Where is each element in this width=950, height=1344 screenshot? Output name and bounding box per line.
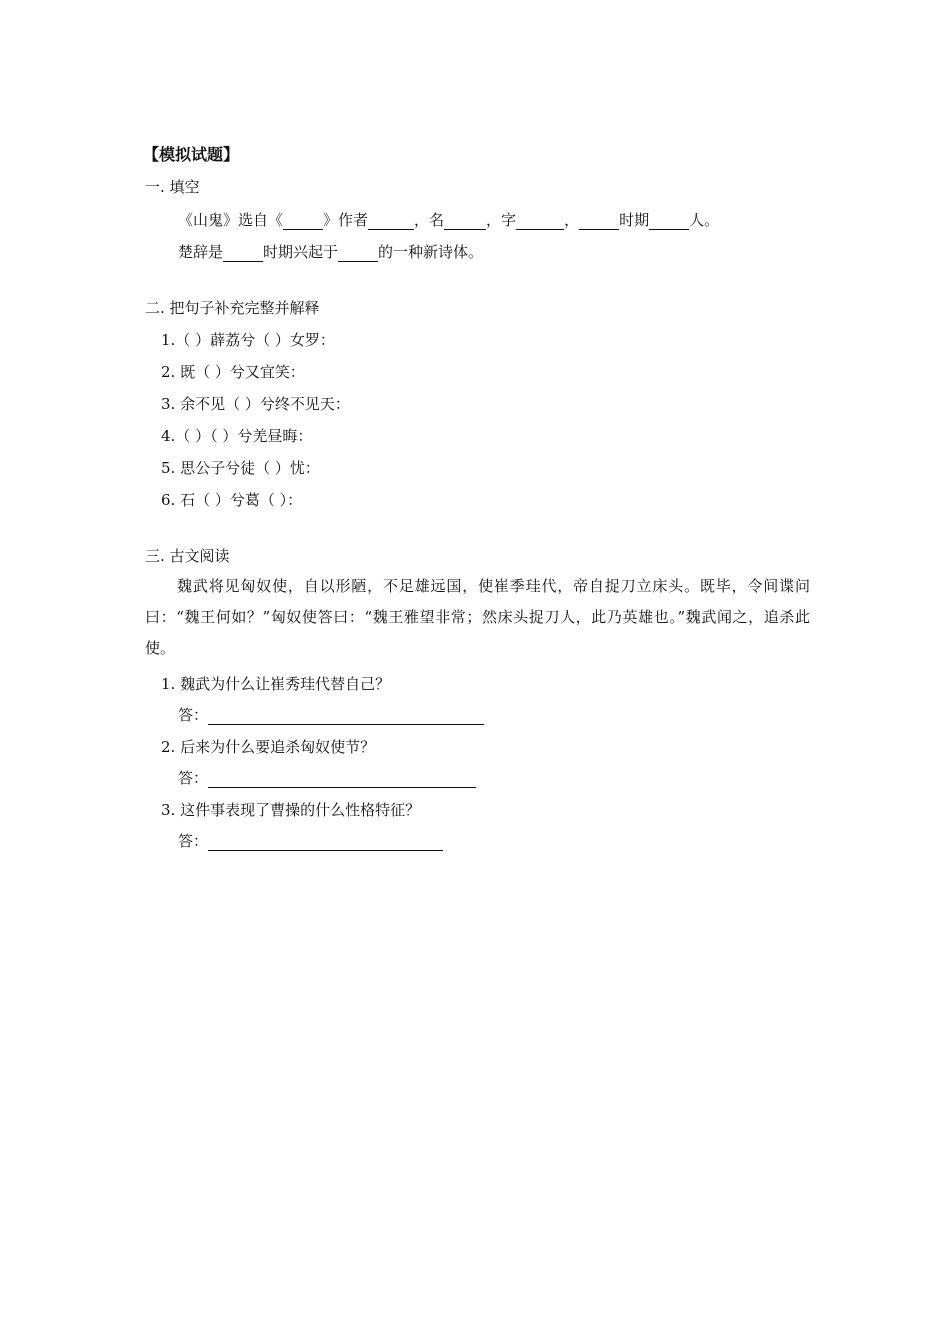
reading-passage: 魏武将见匈奴使，自以形陋，不足雄远国，使崔季珪代，帝自捉刀立床头。既毕，令间谍问曰：“魏王何如？”匈奴使答曰：“魏王雅望非常；然床头捉刀人，此乃英雄也。”魏武闻之，追杀此使。 (145, 577, 810, 657)
fill-text: ，字 (486, 211, 517, 229)
sentence-item: 6. 石（ ）兮葛（ ）： (161, 491, 303, 509)
answer-blank[interactable] (579, 213, 619, 230)
fill-text: 时期 (619, 211, 650, 229)
fill-text: 时期兴起于 (263, 243, 339, 261)
answer-line[interactable] (208, 834, 443, 851)
answer-row-2 (178, 768, 476, 788)
question-2: 2. 后来为什么要追杀匈奴使节？ (161, 738, 376, 756)
fill-text: 人。 (689, 211, 720, 229)
sentence-item: 1.（ ）薜荔兮（ ）女罗： (161, 331, 335, 349)
answer-label: 答： (178, 769, 209, 787)
answer-blank[interactable] (338, 245, 378, 262)
section-2-heading: 二. 把句子补充完整并解释 (145, 299, 320, 317)
fill-text: 楚辞是 (178, 243, 224, 261)
section-1-heading: 一. 填空 (145, 178, 200, 196)
page-title: 【模拟试题】 (143, 145, 240, 164)
question-3: 3. 这件事表现了曹操的什么性格特征？ (161, 801, 421, 819)
answer-blank[interactable] (283, 213, 323, 230)
sentence-item: 3. 余不见（ ）兮终不见天： (161, 395, 350, 413)
fill-line-2 (178, 242, 483, 262)
answer-label: 答： (178, 706, 209, 724)
answer-blank[interactable] (516, 213, 564, 230)
answer-label: 答： (178, 832, 209, 850)
answer-line[interactable] (208, 708, 484, 725)
fill-text: 的一种新诗体。 (378, 243, 484, 261)
sentence-item: 4.（ ）（ ）兮羌昼晦： (161, 427, 313, 445)
fill-text: 《山鬼》选自《 (178, 211, 284, 229)
fill-text: ，名 (414, 211, 445, 229)
sentence-item: 5. 思公子兮徒（ ）忧： (161, 459, 320, 477)
fill-text: ， (564, 211, 580, 229)
answer-blank[interactable] (649, 213, 689, 230)
sentence-item: 2. 既（ ）兮又宜笑： (161, 363, 305, 381)
answer-row-1 (178, 705, 484, 725)
answer-line[interactable] (208, 771, 476, 788)
answer-blank[interactable] (368, 213, 414, 230)
section-3-heading: 三. 古文阅读 (145, 547, 230, 565)
fill-text: 》作者 (323, 211, 369, 229)
answer-row-3 (178, 831, 443, 851)
fill-line-1 (178, 210, 719, 230)
question-1: 1. 魏武为什么让崔秀珪代替自己？ (161, 675, 391, 693)
answer-blank[interactable] (223, 245, 263, 262)
answer-blank[interactable] (444, 213, 486, 230)
